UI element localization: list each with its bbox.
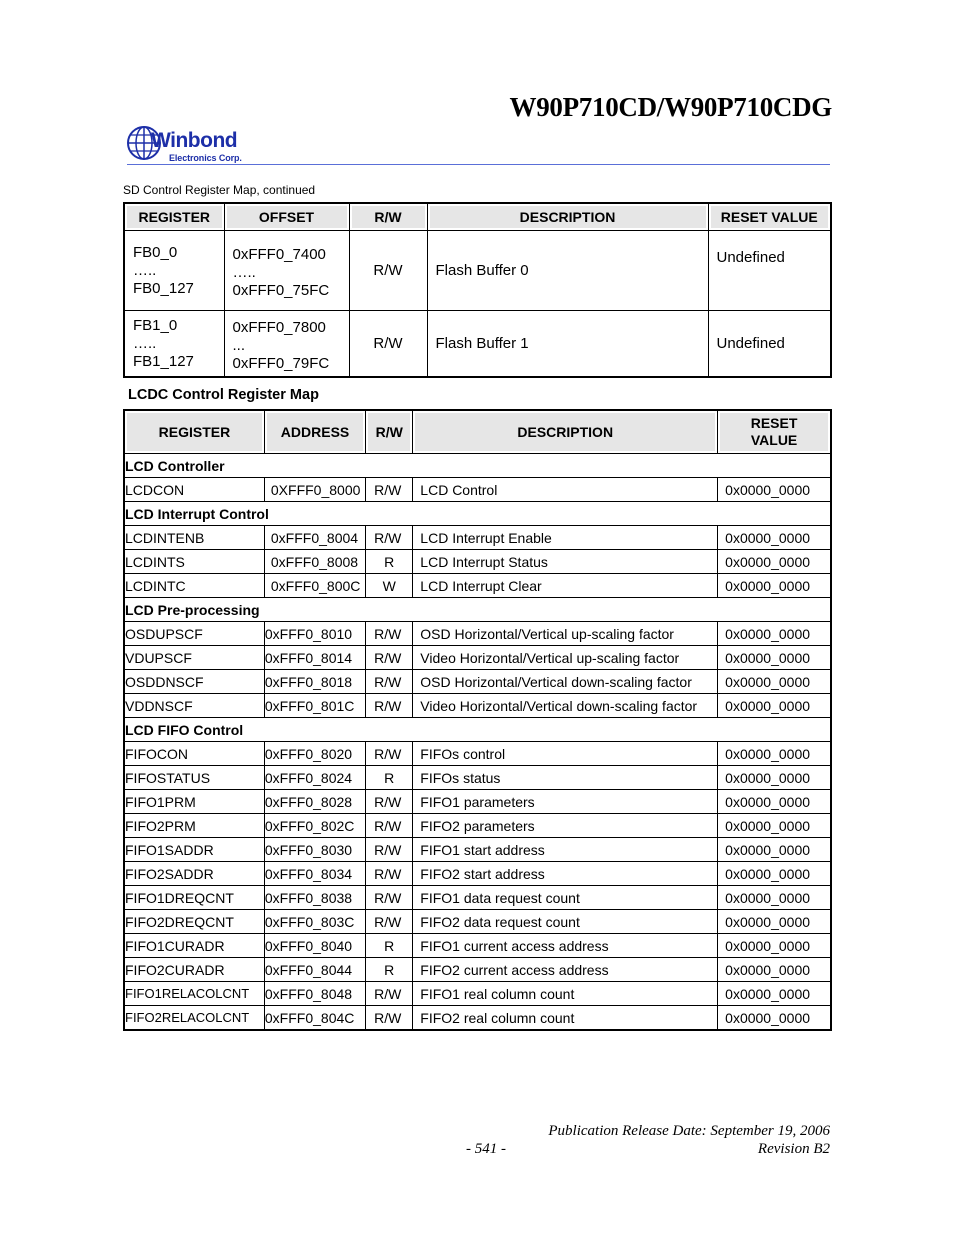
page-number: - 541 - — [466, 1141, 506, 1157]
table-header-row — [124, 203, 831, 231]
column-header: REGISTER — [124, 203, 224, 231]
table-row — [124, 838, 831, 862]
table-row — [124, 574, 831, 598]
column-header: R/W — [366, 410, 413, 454]
register-cell: FIFO1PRM — [124, 790, 264, 814]
table-row — [124, 550, 831, 574]
rw-cell: R/W — [366, 814, 413, 838]
description-cell: FIFO2 current access address — [413, 958, 718, 982]
reset-value-cell: 0x0000_0000 — [718, 910, 831, 934]
offset-line: 0xFFF0_7400 — [232, 245, 326, 263]
rw-cell: R/W — [349, 311, 427, 378]
column-header: DESCRIPTION — [427, 203, 708, 231]
address-cell: 0xFFF0_804C — [264, 1006, 365, 1031]
section-title: LCD FIFO Control — [124, 718, 831, 742]
register-cell — [124, 311, 224, 378]
header-rule — [127, 164, 830, 165]
register-cell: FIFO1RELACOLCNT — [124, 982, 264, 1006]
column-header: R/W — [349, 203, 427, 231]
register-cell: LCDINTENB — [124, 526, 264, 550]
description-cell: FIFO2 start address — [413, 862, 718, 886]
table-row — [124, 311, 831, 378]
rw-cell: R — [366, 958, 413, 982]
section-row — [124, 454, 831, 478]
description-cell: OSD Horizontal/Vertical down-scaling factor — [413, 670, 718, 694]
address-cell: 0xFFF0_8028 — [264, 790, 365, 814]
address-cell: 0xFFF0_8004 — [264, 526, 365, 550]
reset-value-cell: 0x0000_0000 — [718, 934, 831, 958]
reset-value-cell: 0x0000_0000 — [718, 862, 831, 886]
register-cell: FIFO2SADDR — [124, 862, 264, 886]
reset-value-cell: 0x0000_0000 — [718, 550, 831, 574]
register-cell: FIFOCON — [124, 742, 264, 766]
address-cell: 0xFFF0_8020 — [264, 742, 365, 766]
reset-value-cell: 0x0000_0000 — [718, 742, 831, 766]
description-cell: FIFO1 real column count — [413, 982, 718, 1006]
address-cell: 0xFFF0_8010 — [264, 622, 365, 646]
offset-cell — [224, 231, 349, 311]
address-cell: 0XFFF0_8000 — [264, 478, 365, 502]
address-cell: 0xFFF0_8038 — [264, 886, 365, 910]
lcdc-register-table — [123, 409, 832, 1031]
reset-value-cell: 0x0000_0000 — [718, 574, 831, 598]
register-line: FB0_0 — [133, 243, 178, 261]
register-cell: OSDDNSCF — [124, 670, 264, 694]
table-row — [124, 934, 831, 958]
reset-value-cell: 0x0000_0000 — [718, 766, 831, 790]
description-cell: Video Horizontal/Vertical up-scaling factor — [413, 646, 718, 670]
register-cell: FIFOSTATUS — [124, 766, 264, 790]
address-cell: 0xFFF0_8014 — [264, 646, 365, 670]
register-cell: FIFO2DREQCNT — [124, 910, 264, 934]
rw-cell: R/W — [366, 694, 413, 718]
reset-value-cell: Undefined — [708, 231, 831, 311]
address-cell: 0xFFF0_803C — [264, 910, 365, 934]
register-cell: OSDUPSCF — [124, 622, 264, 646]
rw-cell: R — [366, 766, 413, 790]
offset-line: 0xFFF0_75FC — [232, 281, 330, 299]
address-cell: 0xFFF0_8044 — [264, 958, 365, 982]
offset-line: 0xFFF0_79FC — [232, 354, 330, 372]
rw-cell: R/W — [366, 838, 413, 862]
release-date: Publication Release Date: September 19, 2006 — [548, 1123, 830, 1139]
description-cell: FIFO1 data request count — [413, 886, 718, 910]
address-cell: 0xFFF0_8048 — [264, 982, 365, 1006]
table-row — [124, 622, 831, 646]
column-header: ADDRESS — [264, 410, 365, 454]
column-header: OFFSET — [224, 203, 349, 231]
description-cell: FIFO1 parameters — [413, 790, 718, 814]
description-cell: FIFO2 parameters — [413, 814, 718, 838]
column-header: RESET VALUE — [708, 203, 831, 231]
description-cell: LCD Interrupt Clear — [413, 574, 718, 598]
table-row — [124, 982, 831, 1006]
table-row — [124, 910, 831, 934]
table-row — [124, 886, 831, 910]
register-cell: LCDCON — [124, 478, 264, 502]
rw-cell: W — [366, 574, 413, 598]
description-cell: Video Horizontal/Vertical down-scaling factor — [413, 694, 718, 718]
logo-brand-text: Winbond — [151, 129, 238, 152]
reset-value-cell: 0x0000_0000 — [718, 982, 831, 1006]
address-cell: 0xFFF0_802C — [264, 814, 365, 838]
description-cell: LCD Control — [413, 478, 718, 502]
register-line: ….. — [133, 261, 157, 279]
address-cell: 0xFFF0_8040 — [264, 934, 365, 958]
table-row — [124, 814, 831, 838]
section-title: LCD Interrupt Control — [124, 502, 831, 526]
offset-line: ….. — [232, 263, 256, 281]
section-row — [124, 718, 831, 742]
column-header: DESCRIPTION — [413, 410, 718, 454]
register-cell: FIFO1CURADR — [124, 934, 264, 958]
rw-cell: R — [366, 934, 413, 958]
table-row — [124, 766, 831, 790]
register-line: FB0_127 — [133, 279, 194, 297]
description-cell: Flash Buffer 0 — [427, 231, 708, 311]
table-row — [124, 1006, 831, 1031]
register-cell: VDUPSCF — [124, 646, 264, 670]
register-cell: LCDINTC — [124, 574, 264, 598]
address-cell: 0xFFF0_8034 — [264, 862, 365, 886]
reset-value-cell: 0x0000_0000 — [718, 814, 831, 838]
register-line: FB1_127 — [133, 352, 194, 370]
description-cell: LCD Interrupt Enable — [413, 526, 718, 550]
reset-value-cell: 0x0000_0000 — [718, 670, 831, 694]
rw-cell: R/W — [366, 742, 413, 766]
rw-cell: R/W — [366, 862, 413, 886]
rw-cell: R/W — [366, 478, 413, 502]
register-cell: VDDNSCF — [124, 694, 264, 718]
section-row — [124, 502, 831, 526]
description-cell: Flash Buffer 1 — [427, 311, 708, 378]
rw-cell: R/W — [366, 910, 413, 934]
rw-cell: R/W — [366, 526, 413, 550]
register-cell: FIFO1DREQCNT — [124, 886, 264, 910]
reset-value-cell: 0x0000_0000 — [718, 790, 831, 814]
register-cell: FIFO2PRM — [124, 814, 264, 838]
reset-value-cell: 0x0000_0000 — [718, 526, 831, 550]
offset-line: ... — [232, 336, 246, 354]
reset-value-cell: 0x0000_0000 — [718, 478, 831, 502]
rw-cell: R/W — [366, 670, 413, 694]
section-row — [124, 598, 831, 622]
reset-value-cell: 0x0000_0000 — [718, 622, 831, 646]
register-cell: LCDINTS — [124, 550, 264, 574]
revision: Revision B2 — [757, 1141, 830, 1157]
rw-cell: R/W — [366, 622, 413, 646]
description-cell: FIFO2 data request count — [413, 910, 718, 934]
description-cell: LCD Interrupt Status — [413, 550, 718, 574]
register-cell: FIFO2CURADR — [124, 958, 264, 982]
column-header: RESET VALUE — [718, 410, 831, 454]
register-line: ….. — [133, 334, 157, 352]
lcdc-table-caption: LCDC Control Register Map — [128, 387, 319, 403]
address-cell: 0xFFF0_800C — [264, 574, 365, 598]
rw-cell: R/W — [366, 646, 413, 670]
table-row — [124, 646, 831, 670]
table-row — [124, 862, 831, 886]
section-title: LCD Pre-processing — [124, 598, 831, 622]
reset-value-cell: 0x0000_0000 — [718, 646, 831, 670]
address-cell: 0xFFF0_801C — [264, 694, 365, 718]
address-cell: 0xFFF0_8030 — [264, 838, 365, 862]
description-cell: FIFO2 real column count — [413, 1006, 718, 1031]
table-row — [124, 231, 831, 311]
sd-table-caption: SD Control Register Map, continued — [123, 183, 316, 197]
description-cell: FIFOs status — [413, 766, 718, 790]
column-header: REGISTER — [124, 410, 264, 454]
rw-cell: R/W — [366, 1006, 413, 1031]
table-row — [124, 526, 831, 550]
address-cell: 0xFFF0_8024 — [264, 766, 365, 790]
table-row — [124, 790, 831, 814]
offset-line: 0xFFF0_7800 — [232, 318, 326, 336]
register-cell: FIFO2RELACOLCNT — [124, 1006, 264, 1031]
register-line: FB1_0 — [133, 316, 178, 334]
sd-register-table — [123, 202, 832, 378]
reset-value-cell: 0x0000_0000 — [718, 838, 831, 862]
table-row — [124, 742, 831, 766]
description-cell: FIFO1 start address — [413, 838, 718, 862]
description-cell: OSD Horizontal/Vertical up-scaling factor — [413, 622, 718, 646]
reset-value-cell: 0x0000_0000 — [718, 694, 831, 718]
rw-cell: R/W — [366, 886, 413, 910]
table-row — [124, 670, 831, 694]
table-row — [124, 958, 831, 982]
winbond-logo — [127, 125, 257, 165]
table-header-row — [124, 410, 831, 454]
address-cell: 0xFFF0_8018 — [264, 670, 365, 694]
address-cell: 0xFFF0_8008 — [264, 550, 365, 574]
description-cell: FIFOs control — [413, 742, 718, 766]
register-cell — [124, 231, 224, 311]
offset-cell — [224, 311, 349, 378]
table-row — [124, 694, 831, 718]
document-title: W90P710CD/W90P710CDG — [509, 92, 832, 122]
section-title: LCD Controller — [124, 454, 831, 478]
register-cell: FIFO1SADDR — [124, 838, 264, 862]
description-cell: FIFO1 current access address — [413, 934, 718, 958]
rw-cell: R/W — [349, 231, 427, 311]
logo-subtitle: Electronics Corp. — [169, 153, 242, 163]
reset-value-cell: 0x0000_0000 — [718, 886, 831, 910]
reset-value-cell: Undefined — [708, 311, 831, 378]
table-row — [124, 478, 831, 502]
rw-cell: R/W — [366, 790, 413, 814]
rw-cell: R — [366, 550, 413, 574]
rw-cell: R/W — [366, 982, 413, 1006]
reset-value-cell: 0x0000_0000 — [718, 958, 831, 982]
reset-value-cell: 0x0000_0000 — [718, 1006, 831, 1031]
